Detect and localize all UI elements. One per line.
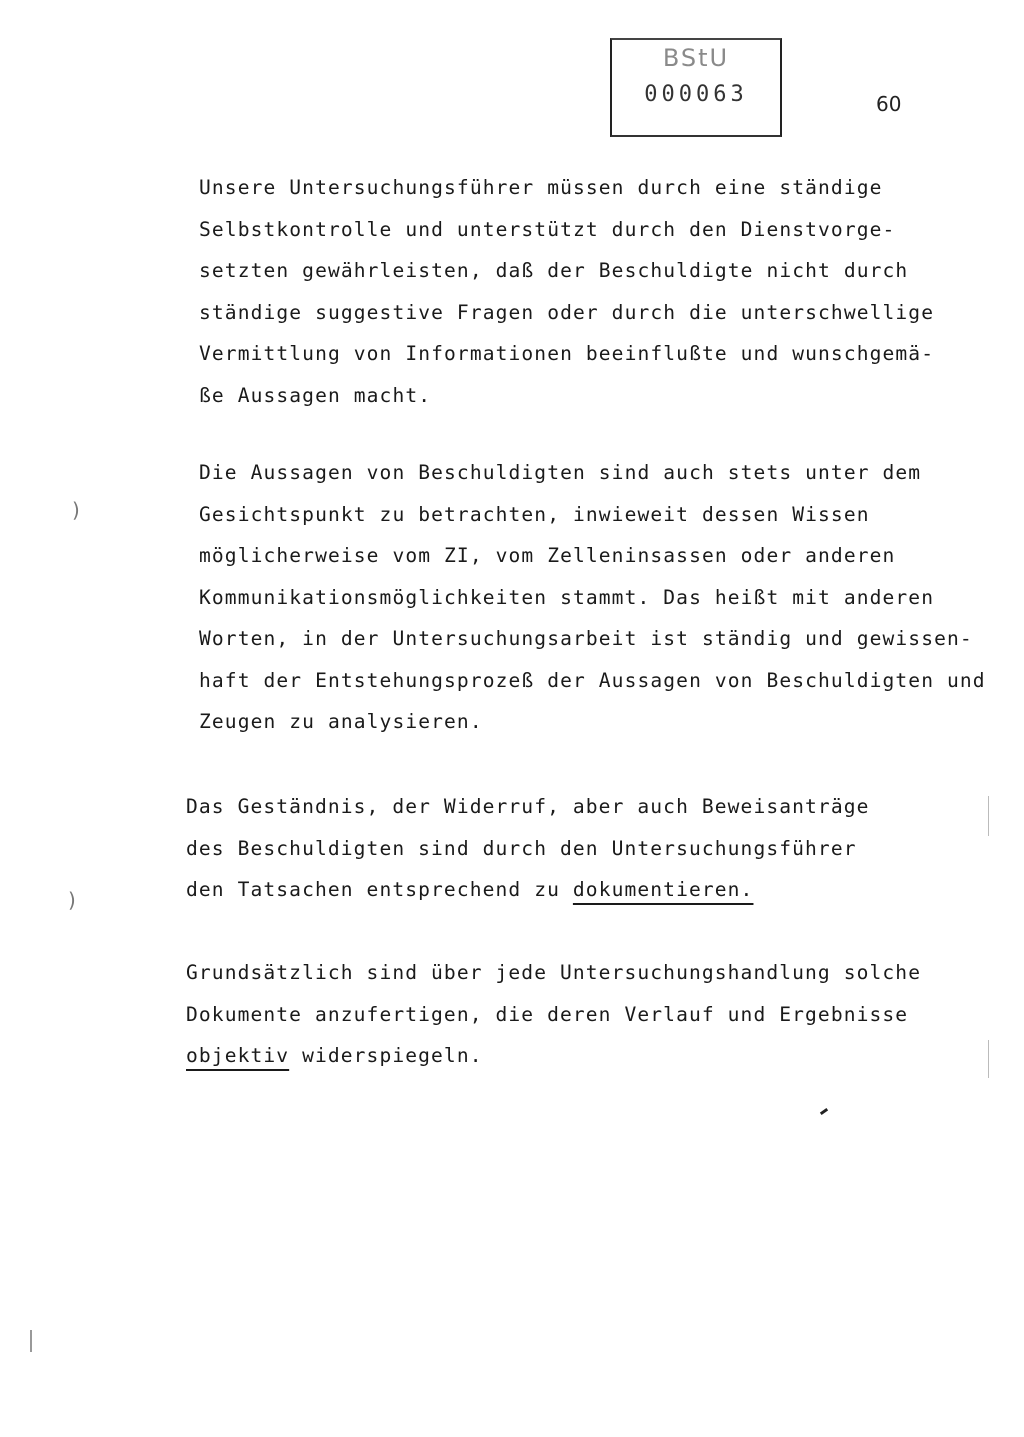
text-line: Die Aussagen von Beschuldigten sind auch stets unter dem	[199, 461, 922, 484]
text-line: Selbstkontrolle und unterstützt durch den Dienstvorge-	[199, 217, 896, 241]
text-line: ständige suggestive Fragen oder durch die unterschwellige	[199, 300, 935, 324]
text-line: möglicherweise vom ZI, vom Zelleninsassen oder anderen	[199, 544, 896, 567]
text-line: Grundsätzlich sind über jede Untersuchungshandlung solche	[186, 961, 922, 984]
margin-mark: )	[68, 888, 76, 912]
archive-stamp	[610, 38, 782, 137]
plain-text: den Tatsachen entsprechend zu	[186, 878, 573, 901]
underlined-word: objektiv	[186, 1044, 290, 1067]
scan-artifact	[820, 1108, 828, 1115]
text-line: Worten, in der Untersuchungsarbeit ist ständig und gewissen-	[199, 627, 973, 650]
underlined-word: dokumentieren.	[572, 878, 754, 901]
scan-artifact	[988, 796, 989, 836]
plain-text: widerspiegeln.	[289, 1044, 483, 1067]
text-line: Gesichtspunkt zu betrachten, inwieweit dessen Wissen	[199, 502, 870, 526]
page-number: 60	[876, 92, 902, 116]
text-line: ße Aussagen macht.	[199, 383, 432, 407]
paragraph-3	[186, 786, 870, 911]
paragraph-1	[199, 167, 934, 416]
text-line: Vermittlung von Informationen beeinflußte und wunschgemä-	[199, 342, 935, 365]
text-line: setzten gewährleisten, daß der Beschuldigte nicht durch	[199, 259, 909, 282]
text-line-with-underline	[186, 869, 870, 911]
margin-mark: )	[72, 498, 80, 522]
text-line: Das Geständnis, der Widerruf, aber auch Beweisanträge	[186, 795, 870, 818]
text-line-with-underline	[186, 1035, 921, 1077]
text-line: des Beschuldigten sind durch den Untersuchungsführer	[186, 836, 857, 860]
text-line: haft der Entstehungsprozeß der Aussagen von Beschuldigten und	[199, 668, 986, 692]
paragraph-4	[186, 952, 921, 1077]
scan-artifact	[30, 1330, 32, 1352]
text-line: Kommunikationsmöglichkeiten stammt. Das heißt mit anderen	[199, 585, 935, 609]
text-line: Zeugen zu analysieren.	[199, 710, 483, 733]
paragraph-2	[199, 452, 986, 743]
text-line: Unsere Untersuchungsführer müssen durch eine ständige	[199, 176, 883, 199]
stamp-title: BStU	[662, 44, 730, 72]
text-line: Dokumente anzufertigen, die deren Verlauf und Ergebnisse	[186, 1002, 909, 1026]
scan-artifact	[988, 1040, 989, 1078]
stamp-number: 000063	[644, 82, 748, 107]
